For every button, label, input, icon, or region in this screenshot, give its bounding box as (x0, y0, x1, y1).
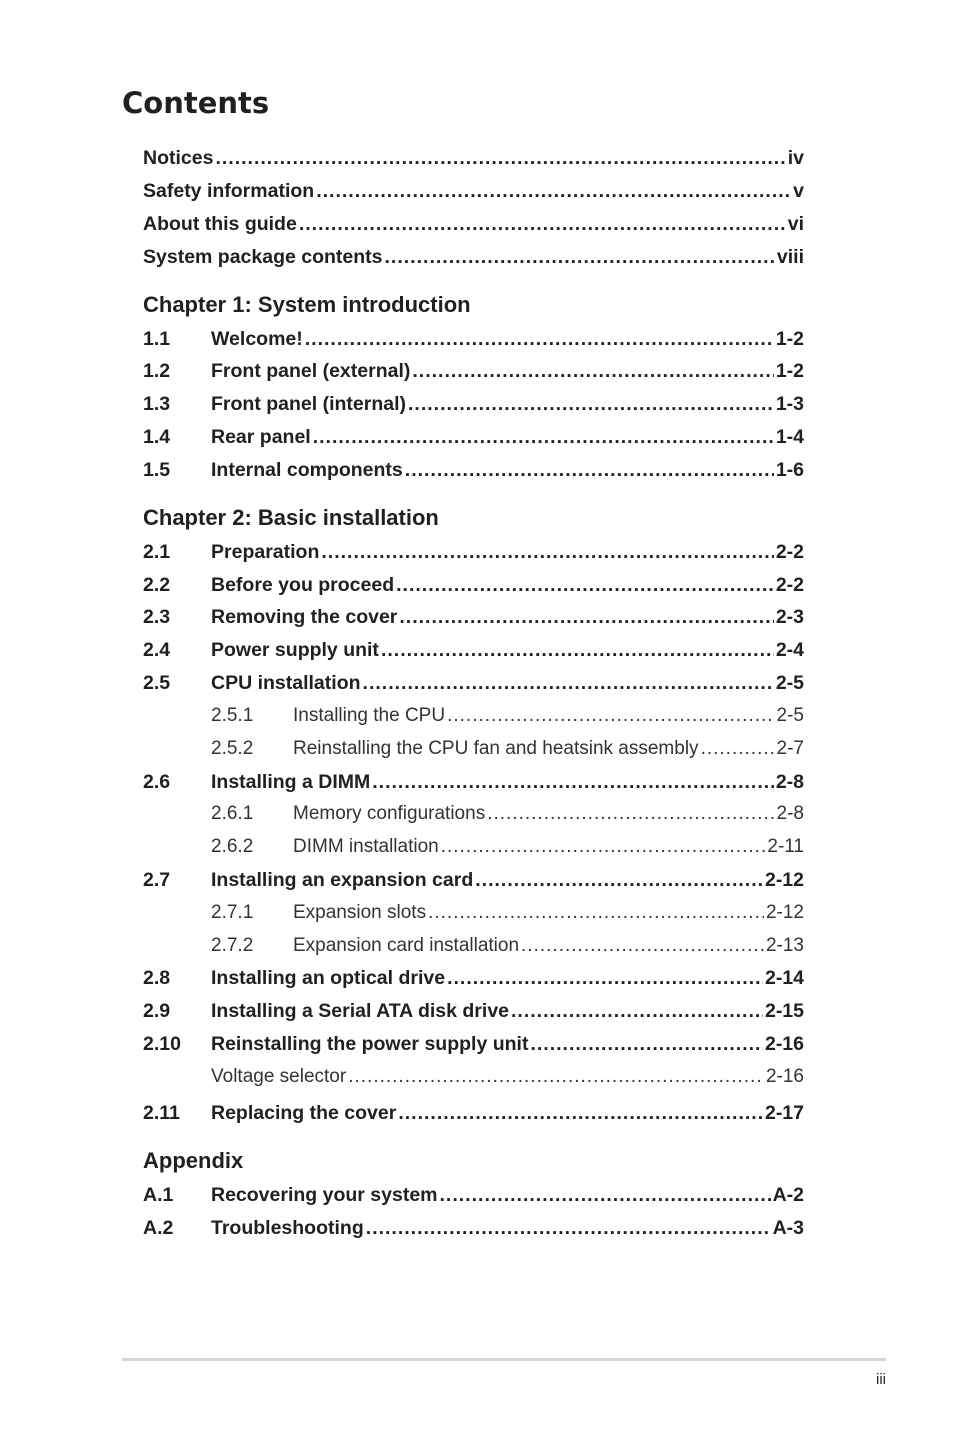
toc-entry-number: 2.7.1 (211, 902, 254, 923)
toc-entry-safety-information[interactable] (143, 178, 804, 204)
toc-entry-1-4[interactable] (143, 424, 804, 450)
toc-entry-title: Replacing the cover (211, 1102, 397, 1124)
leader-dots (428, 900, 764, 926)
toc-entry-title: About this guide (143, 213, 297, 235)
toc-entry-title: Troubleshooting (211, 1217, 364, 1239)
toc-entry-2-5[interactable] (143, 670, 804, 696)
chapter-1-heading: Chapter 1: System introduction (143, 292, 471, 317)
leader-dots (399, 604, 773, 630)
toc-entry-number: 1.2 (143, 360, 171, 382)
chapter-2-heading: Chapter 2: Basic installation (143, 505, 439, 530)
toc-entry-page: 1-2 (775, 328, 804, 350)
toc-entry-2-9[interactable] (143, 998, 804, 1024)
toc-entry-page: 2-5 (776, 705, 804, 726)
toc-entry-number: 2.6.2 (211, 836, 254, 857)
toc-entry-2-6[interactable] (143, 769, 804, 795)
leader-dots (385, 244, 775, 270)
toc-entry-2-7-1[interactable] (143, 900, 804, 926)
leader-dots (441, 834, 766, 860)
toc-entry-1-5[interactable] (143, 457, 804, 483)
toc-entry-number: 2.7.2 (211, 935, 254, 956)
toc-entry-page: 2-17 (764, 1102, 804, 1124)
toc-entry-number: 2.4 (143, 639, 171, 661)
toc-entry-title: Expansion slots (293, 902, 427, 923)
toc-entry-a-2[interactable] (143, 1215, 804, 1241)
leader-dots (530, 1031, 763, 1057)
toc-entry-2-6-2[interactable] (143, 834, 804, 860)
toc-entry-notices[interactable] (143, 145, 804, 171)
leader-dots (215, 145, 785, 171)
leader-dots (372, 769, 774, 795)
leader-dots (398, 1100, 763, 1126)
toc-entry-page: A-3 (772, 1217, 804, 1239)
toc-entry-title: Removing the cover (211, 606, 398, 628)
toc-entry-title: Welcome! (211, 328, 303, 350)
leader-dots (366, 1215, 771, 1241)
toc-entry-title: Expansion card installation (293, 935, 520, 956)
toc-entry-title: Installing a DIMM (211, 771, 371, 793)
leader-dots (381, 637, 774, 663)
toc-entry-2-6-1[interactable] (143, 801, 804, 827)
toc-entry-2-5-2[interactable] (143, 736, 804, 762)
toc-entry-title: Installing an optical drive (211, 967, 446, 989)
toc-entry-title: Reinstalling the CPU fan and heatsink assembly (293, 738, 699, 759)
toc-entry-page: 2-13 (765, 935, 804, 956)
toc-entry-page: 1-3 (775, 393, 804, 415)
toc-entry-page: 2-2 (775, 574, 804, 596)
toc-entry-1-2[interactable] (143, 358, 804, 384)
toc-entry-number: 2.5.1 (211, 705, 254, 726)
leader-dots (447, 965, 763, 991)
toc-entry-page: 2-7 (776, 738, 804, 759)
toc-entry-page: 2-4 (775, 639, 804, 661)
toc-entry-2-11[interactable] (143, 1100, 804, 1126)
toc-entry-number: 1.4 (143, 426, 171, 448)
toc-entry-title: Reinstalling the power supply unit (211, 1033, 529, 1055)
toc-entry-page: 1-6 (775, 459, 804, 481)
toc-entry-title: Memory configurations (293, 803, 486, 824)
toc-entry-number: 2.5.2 (211, 738, 254, 759)
page-number: iii (876, 1371, 886, 1388)
toc-entry-title: Notices (143, 147, 214, 169)
toc-entry-number: 2.6.1 (211, 803, 254, 824)
toc-entry-number: 2.6 (143, 771, 171, 793)
toc-entry-2-2[interactable] (143, 572, 804, 598)
leader-dots (316, 178, 791, 204)
toc-entry-1-3[interactable] (143, 391, 804, 417)
toc-entry-title: Front panel (internal) (211, 393, 406, 415)
toc-entry-page: 2-12 (764, 869, 804, 891)
leader-dots (408, 391, 774, 417)
toc-entry-title: DIMM installation (293, 836, 439, 857)
toc-entry-number: 2.7 (143, 869, 171, 891)
toc-entry-page: A-2 (772, 1184, 804, 1206)
leader-dots (412, 358, 773, 384)
toc-entry-page: 2-8 (776, 803, 804, 824)
leader-dots (348, 1064, 764, 1090)
toc-entry-title: Before you proceed (211, 574, 395, 596)
toc-entry-number: 2.5 (143, 672, 171, 694)
toc-entry-2-7-2[interactable] (143, 933, 804, 959)
toc-entry-1-1[interactable] (143, 326, 804, 352)
toc-entry-page: 2-16 (765, 1066, 804, 1087)
toc-entry-title: Power supply unit (211, 639, 379, 661)
toc-entry-number: 2.2 (143, 574, 171, 596)
toc-entry-number: A.2 (143, 1217, 174, 1239)
toc-entry-page: 1-4 (775, 426, 804, 448)
toc-entry-number: 2.9 (143, 1000, 171, 1022)
leader-dots (521, 933, 764, 959)
toc-entry-number: 1.5 (143, 459, 171, 481)
toc-entry-number: 2.1 (143, 541, 171, 563)
toc-entry-2-5-1[interactable] (143, 703, 804, 729)
toc-entry-title: Installing an expansion card (211, 869, 474, 891)
toc-entry-2-10[interactable] (143, 1031, 804, 1057)
toc-entry-number: 2.11 (143, 1102, 180, 1124)
leader-dots (305, 326, 774, 352)
toc-entry-title: Voltage selector (211, 1066, 347, 1087)
toc-entry-title: Internal components (211, 459, 403, 481)
leader-dots (396, 572, 774, 598)
toc-entry-page: 2-15 (764, 1000, 804, 1022)
toc-entry-page: v (793, 180, 804, 202)
toc-entry-title: Installing a Serial ATA disk drive (211, 1000, 510, 1022)
leader-dots (363, 670, 774, 696)
toc-entry-number: A.1 (143, 1184, 174, 1206)
appendix-heading: Appendix (143, 1148, 244, 1173)
toc-entry-number: 2.10 (143, 1033, 181, 1055)
toc-entry-page: 2-3 (775, 606, 804, 628)
toc-entry-title: Safety information (143, 180, 315, 202)
leader-dots (701, 736, 775, 762)
toc-entry-page: 2-5 (775, 672, 804, 694)
leader-dots (447, 703, 774, 729)
toc-entry-number: 2.8 (143, 967, 171, 989)
leader-dots (511, 998, 763, 1024)
toc-entry-voltage-selector[interactable] (143, 1064, 804, 1090)
toc-entry-2-4[interactable] (143, 637, 804, 663)
toc-entry-about-this-guide[interactable] (143, 211, 804, 237)
footer-rule (122, 1358, 886, 1361)
toc-entry-title: System package contents (143, 246, 383, 268)
toc-entry-page: 2-2 (775, 541, 804, 563)
toc-entry-page: 2-8 (775, 771, 804, 793)
toc-entry-page: 2-16 (764, 1033, 804, 1055)
leader-dots (313, 424, 774, 450)
toc-entry-title: Front panel (external) (211, 360, 411, 382)
leader-dots (487, 801, 774, 827)
toc-entry-system-package-contents[interactable] (143, 244, 804, 270)
leader-dots (405, 457, 774, 483)
toc-entry-page: iv (787, 147, 804, 169)
toc-entry-page: 1-2 (775, 360, 804, 382)
toc-entry-page: vi (787, 213, 804, 235)
toc-entry-number: 1.1 (143, 328, 171, 350)
toc-entry-title: Rear panel (211, 426, 311, 448)
toc-entry-page: viii (776, 246, 804, 268)
toc-entry-title: Preparation (211, 541, 320, 563)
toc-entry-a-1[interactable] (143, 1182, 804, 1208)
toc-entry-2-3[interactable] (143, 604, 804, 630)
toc-entry-page: 2-11 (767, 836, 804, 857)
toc-entry-title: CPU installation (211, 672, 361, 694)
page-title: Contents (122, 86, 270, 120)
toc-entry-number: 2.3 (143, 606, 171, 628)
toc-entry-title: Recovering your system (211, 1184, 438, 1206)
leader-dots (440, 1182, 771, 1208)
leader-dots (299, 211, 786, 237)
toc-entry-page: 2-14 (764, 967, 804, 989)
toc-entry-number: 1.3 (143, 393, 171, 415)
toc-entry-2-7[interactable] (143, 867, 804, 893)
toc-entry-page: 2-12 (765, 902, 804, 923)
toc-entry-title: Installing the CPU (293, 705, 446, 726)
toc-entry-2-8[interactable] (143, 965, 804, 991)
toc-entry-2-1[interactable] (143, 539, 804, 565)
leader-dots (321, 539, 773, 565)
leader-dots (475, 867, 763, 893)
